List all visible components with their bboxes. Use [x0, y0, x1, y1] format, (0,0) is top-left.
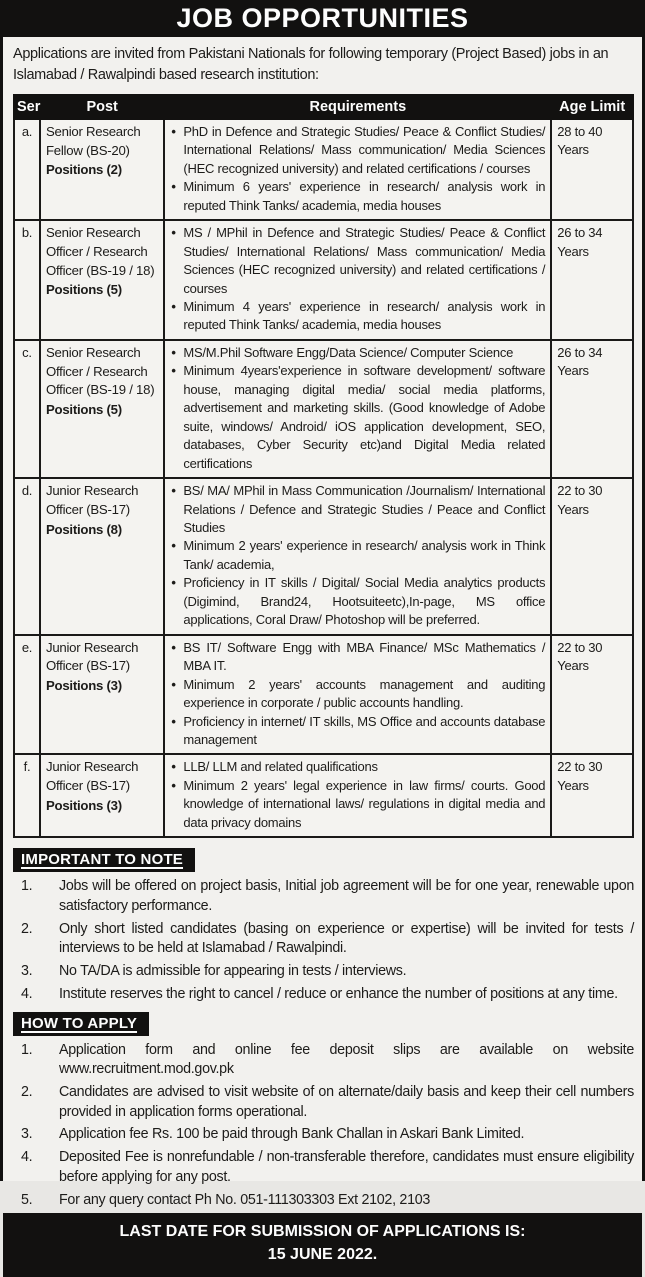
- apply-item: [13, 1125, 636, 1145]
- apply-list: [13, 1041, 636, 1211]
- requirements-list: [170, 344, 545, 473]
- age-limit-cell: 28 to 40 Years: [551, 119, 633, 220]
- requirements-list: [170, 758, 545, 832]
- age-limit-cell: 22 to 30 Years: [551, 754, 633, 837]
- requirement-bullet-item: • BS/ MA/ MPhil in Mass Communication /Journalism/ International Relations / Defence and Strategic Studies / Peace and Conflict Studies: [170, 482, 545, 537]
- positions-count: Positions (2): [45, 162, 122, 178]
- serial-cell: c.: [14, 340, 40, 478]
- item-number: 1.: [21, 878, 33, 895]
- notes-heading: IMPORTANT TO NOTE: [13, 848, 195, 872]
- requirements-list: [170, 224, 545, 335]
- post-cell: [40, 119, 164, 220]
- note-item: [13, 962, 636, 982]
- table-row: [14, 754, 633, 837]
- item-text: Candidates are advised to visit website of on alternate/daily basis and keep their cell numbers provided in application forms operational.: [59, 1083, 634, 1120]
- serial-cell: b.: [14, 220, 40, 340]
- apply-item: [13, 1083, 636, 1122]
- item-number: 3.: [21, 1126, 33, 1143]
- item-text: Application form and online fee deposit slips are available on website www.recruitment.mod.gov.pk: [59, 1041, 634, 1078]
- notes-section: [3, 844, 642, 1007]
- positions-count: Positions (5): [45, 282, 122, 298]
- item-number: 3.: [21, 963, 33, 980]
- requirement-bullet-item: • Minimum 2 years' experience in research/ analysis work in Think Tank/ academia,: [170, 537, 545, 574]
- requirement-bullet-item: • Minimum 4 years' experience in research/ analysis work in reputed Think Tanks/ academia, media houses: [170, 298, 545, 335]
- post-cell: [40, 220, 164, 340]
- post-title: Senior Research Officer / Research Officer (BS-19 / 18): [45, 344, 155, 398]
- jobs-table-header: [14, 95, 633, 119]
- item-number: 2.: [21, 1083, 33, 1100]
- requirement-bullet-item: • MS/M.Phil Software Engg/Data Science/ Computer Science: [170, 344, 545, 362]
- age-limit-cell: 22 to 30 Years: [551, 478, 633, 635]
- table-row: [14, 220, 633, 340]
- notes-list: [13, 877, 636, 1004]
- requirements-list: [170, 639, 545, 750]
- table-row: [14, 478, 633, 635]
- column-header-age-limit: Age Limit: [551, 95, 633, 119]
- item-text: Jobs will be offered on project basis, Initial job agreement will be for one year, renewable upon satisfactory performance.: [59, 878, 634, 914]
- table-row: [14, 635, 633, 755]
- requirement-bullet-item: • MS / MPhil in Defence and Strategic Studies/ Peace & Conflict Studies/ International Relations/ Mass communication/ Media Sciences (HEC recognized university) and related certifications / courses: [170, 224, 545, 298]
- apply-item: [13, 1148, 636, 1187]
- requirements-cell: [164, 340, 551, 478]
- post-cell: [40, 635, 164, 755]
- requirements-list: [170, 482, 545, 630]
- requirement-bullet-item: • Proficiency in IT skills / Digital/ Social Media analytics products (Digimind, Brand24, Hootsuiteetc),In-page, MS office applications, Coral Draw/ Photoshop will be preferred.: [170, 574, 545, 629]
- footer-bar: [3, 1213, 642, 1276]
- post-title: Senior Research Fellow (BS-20): [45, 123, 141, 158]
- post-cell: [40, 340, 164, 478]
- item-text: Institute reserves the right to cancel / reduce or enhance the number of positions at any time.: [59, 985, 618, 1002]
- positions-count: Positions (8): [45, 521, 122, 537]
- jobs-table: [13, 94, 634, 838]
- intro-text: Applications are invited from Pakistani Nationals for following temporary (Project Based) jobs in an Islamabad / Rawalpindi based research institution:: [13, 46, 609, 84]
- requirement-bullet-item: • Proficiency in internet/ IT skills, MS Office and accounts database management: [170, 713, 545, 750]
- item-text: For any query contact Ph No. 051-111303303 Ext 2102, 2103: [59, 1191, 431, 1208]
- post-title: Junior Research Officer (BS-17): [45, 639, 139, 674]
- apply-item: [13, 1191, 636, 1211]
- item-text: No TA/DA is admissible for appearing in tests / interviews.: [59, 963, 407, 980]
- item-number: 2.: [21, 920, 33, 937]
- column-header-ser: Ser: [14, 95, 40, 119]
- requirement-bullet-item: • Minimum 2 years' accounts management and auditing experience in corporate / public accounts handling.: [170, 676, 545, 713]
- item-number: 5.: [21, 1191, 33, 1208]
- footer-line1: LAST DATE FOR SUBMISSION OF APPLICATIONS IS:: [119, 1223, 526, 1241]
- requirements-cell: [164, 754, 551, 837]
- age-limit-cell: 22 to 30 Years: [551, 635, 633, 755]
- footer-line2: 15 JUNE 2022.: [267, 1246, 378, 1264]
- title-bar: [3, 0, 642, 37]
- note-item: [13, 985, 636, 1005]
- item-text: Only short listed candidates (basing on experience or expertise) will be invited for tests / interviews to be held at Islamabad / Rawalpindi.: [59, 920, 634, 957]
- serial-cell: e.: [14, 635, 40, 755]
- age-limit-cell: 26 to 34 Years: [551, 340, 633, 478]
- requirements-list: [170, 123, 545, 215]
- item-text: Application fee Rs. 100 be paid through Bank Challan in Askari Bank Limited.: [59, 1126, 525, 1143]
- requirement-bullet-item: • LLB/ LLM and related qualifications: [170, 758, 545, 776]
- requirements-cell: [164, 478, 551, 635]
- apply-section: [3, 1008, 642, 1214]
- table-row: [14, 340, 633, 478]
- table-row: [14, 119, 633, 220]
- item-number: 4.: [21, 985, 33, 1002]
- serial-cell: a.: [14, 119, 40, 220]
- post-title: Junior Research Officer (BS-17): [45, 483, 139, 517]
- positions-count: Positions (3): [45, 797, 122, 813]
- post-cell: [40, 754, 164, 837]
- requirement-bullet-item: • Minimum 4years'experience in software development/ software house, managing digital media/ social media platforms, advertisement and marketing skills. (Good knowledge of Adobe suite, windows/ Android/ iOS application development, SEO, databases, Cyber Security etc)and Digital Media related certifications: [170, 362, 545, 473]
- post-cell: [40, 478, 164, 635]
- column-header-requirements: Requirements: [164, 95, 551, 119]
- age-limit-cell: 26 to 34 Years: [551, 220, 633, 340]
- apply-item: [13, 1041, 636, 1080]
- item-number: 1.: [21, 1041, 33, 1058]
- requirements-cell: [164, 119, 551, 220]
- note-item: [13, 877, 636, 916]
- requirement-bullet-item: • BS IT/ Software Engg with MBA Finance/ MSc Mathematics / MBA IT.: [170, 639, 545, 676]
- positions-count: Positions (3): [45, 678, 122, 694]
- positions-count: Positions (5): [45, 402, 122, 418]
- serial-cell: f.: [14, 754, 40, 837]
- column-header-post: Post: [40, 95, 164, 119]
- requirement-bullet-item: • PhD in Defence and Strategic Studies/ Peace & Conflict Studies/ International Relations/ Mass communication/ Media Sciences (HEC recognized university) and related certifications / courses: [170, 123, 545, 178]
- requirements-cell: [164, 220, 551, 340]
- post-title: Senior Research Officer / Research Officer (BS-19 / 18): [45, 225, 155, 278]
- note-item: [13, 920, 636, 959]
- item-text: Deposited Fee is nonrefundable / non-transferable therefore, candidates must ensure eligibility before applying for any post.: [59, 1149, 634, 1185]
- item-number: 4.: [21, 1149, 33, 1166]
- requirements-cell: [164, 635, 551, 755]
- serial-cell: d.: [14, 478, 40, 635]
- apply-heading: HOW TO APPLY: [13, 1012, 149, 1036]
- post-title: Junior Research Officer (BS-17): [45, 759, 139, 794]
- requirement-bullet-item: • Minimum 2 years' legal experience in law firms/ courts. Good knowledge of international laws/ regulations in digital media and data privacy domains: [170, 777, 545, 832]
- requirement-bullet-item: • Minimum 6 years' experience in research/ analysis work in reputed Think Tanks/ academia, media houses: [170, 178, 545, 215]
- page-title: JOB OPPORTUNITIES: [176, 3, 469, 33]
- jobs-table-body: [14, 119, 633, 837]
